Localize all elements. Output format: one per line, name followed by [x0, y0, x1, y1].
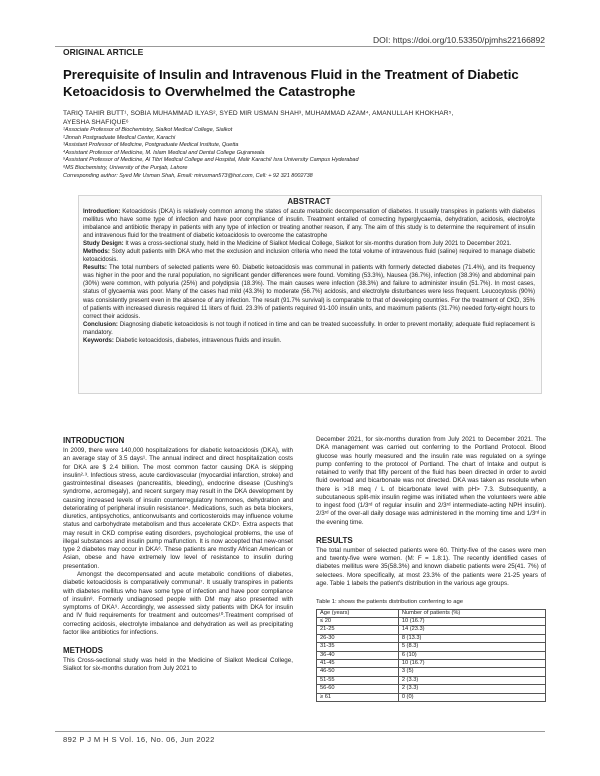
- abstract: [83, 196, 535, 345]
- paragraph: December 2021, for six-months duration from July 2021 to December 2021. The DKA management was carried out conferring to the Portland Protocol. Blood glucose was hourly measured and the insulin rate was regulated on a syringe pump conferring to the protocol of Portland. The chart of Intake and output is retained to verify that fifty percent of the fluid has been directed in order to avoid fluid overload and bicarbonate was not directed. DKA was taken as resolute when there is >18 meq / L of bicarbonate level with pH> 7.3. Subsequently, a subcutaneous split-mix insulin regime was initiated when the volunteers were able to ingest food (1/3ʳᵈ of regular insulin and 2/3ʳᵈ intermediate-acting NPH insulin). 2/3ʳᵈ of the over-all daily dosage was administered in the morning time and 1/3ʳᵈ in the evening time.: [316, 436, 546, 526]
- abstract-conclusion: [83, 321, 535, 337]
- abstract-label: Methods:: [83, 249, 110, 256]
- abstract-text: Ketoacidosis (DKA) is relatively common among the states of acute metabolic decompensation of diabetes. It usually transpires in patients with diabetes mellitus who have some type of infection and have poor compliance of insulin. Treatment entailed of correcting hyperglycaemia, dehydration, acidosis, electrolyte imbalance and antibiotic therapy in patients with any type of infection or treating another reason, if any. The aim of this study is to determine the requirement of insulin and intravenous fluid for the treatment of diabetic ketoacidosis to overcome the catastrophe: [83, 209, 535, 240]
- doi-link[interactable]: DOI: https://doi.org/10.53350/pjmhs22166892: [372, 35, 545, 45]
- abstract-text: Diagnosing diabetic ketoacidosis is not tough if noticed in time and can be treated successfully. In order to prevent mortality; adequate fluid replacement is mandatory.: [83, 321, 535, 336]
- table-row: [317, 626, 546, 634]
- table-row: [317, 668, 546, 676]
- table-row: [317, 693, 546, 701]
- abstract-label: Conclusion:: [83, 321, 118, 328]
- table-cell: 21-25: [317, 626, 399, 634]
- abstract-heading: ABSTRACT: [287, 197, 331, 206]
- table-row: [317, 617, 546, 625]
- abstract-methods: [83, 248, 535, 264]
- table-header: Number of patients (%): [398, 609, 545, 617]
- table-cell: 6 (10): [398, 651, 545, 659]
- table-cell: 10 (16.7): [398, 659, 545, 667]
- footer-rule: [55, 731, 545, 732]
- abstract-keywords: [83, 337, 535, 345]
- section-heading-introduction: INTRODUCTION: [63, 436, 125, 445]
- table-cell: 31-35: [317, 643, 399, 651]
- table-header-row: [317, 609, 546, 617]
- table-cell: 2 (3.3): [398, 685, 545, 693]
- affiliation: ⁶MS Biochemistry, University of the Punjab, Lahore: [63, 164, 188, 171]
- table-cell: 36-40: [317, 651, 399, 659]
- table-cell: 41-45: [317, 659, 399, 667]
- table-row: [317, 685, 546, 693]
- table-row: [317, 676, 546, 684]
- table-cell: 2 (3.3): [398, 676, 545, 684]
- table-cell: 14 (23.3): [398, 626, 545, 634]
- section-heading-results: RESULTS: [316, 535, 353, 545]
- corresponding-author: Corresponding author: Syed Mir Usman Shah, Email: mirusman573@hot.com, Cell: + 92 321 8002738: [63, 172, 313, 179]
- affiliation: ¹Associate Professor of Biochemistry, Sialkot Medical College, Sialkot: [63, 127, 233, 133]
- table-row: [317, 651, 546, 659]
- table-cell: ≤ 20: [317, 617, 399, 625]
- affiliation: ²Jinnah Postgraduate Medical Center, Karachi: [63, 134, 176, 141]
- affiliation: ³Assistant Professor of Medicine, Postgraduate Medical Institute, Quetta: [63, 142, 239, 149]
- author-list: [63, 109, 543, 127]
- article-type: ORIGINAL ARTICLE: [63, 47, 144, 57]
- abstract-text: Diabetic ketoacidosis, diabetes, intravenous fluids and insulin.: [113, 337, 282, 344]
- paragraph: Amongst the decompensated and acute metabolic conditions of diabetes, diabetic ketoacidosis is comparatively communal⁷. It usually transpires in patients with diabetes mellitus who have some type of infection and have poor compliance of insulin⁸. Formerly undiagnosed people with DM may also presented with symptoms of DKA⁹. Accordingly, we assessed sixty patients with DKA for insulin and IV fluid requirements for treatment and outcomes¹⁰.Treatment comprised of correcting acidosis, electrolyte imbalance and dehydration as well as precipitating factor like antibiotics for infections.: [63, 570, 293, 636]
- paragraph: The total number of selected patients were 60. Thirty-five of the cases were men and twenty-five were women. (M: F = 1.8:1). The recently identified cases of diabetes mellitus were 35(58.3%) and known diabetic patients were 25(41. 7%) of selectees. More specifically, at most 23.3% of the patients were 21-25 years of age. Table 1 labels the patient's distribution in the various age groups.: [316, 546, 546, 587]
- table-cell: 0 (0): [398, 693, 545, 701]
- abstract-introduction: [83, 208, 535, 240]
- table-cell: 46-50: [317, 668, 399, 676]
- paper-title: Prerequisite of Insulin and Intravenous Fluid in the Treatment of Diabetic Ketoacidosis to Overwhelmed the Catastrophe: [63, 67, 519, 99]
- age-distribution-table: [316, 609, 546, 702]
- affiliation: ⁴Assistant Professor of Medicine, M. Islam Medical and Dental College Gujranwala: [63, 149, 265, 156]
- abstract-design: [83, 240, 535, 248]
- author-line: AYESHA SHAFIQUE⁶: [63, 119, 129, 126]
- abstract-label: Study Design:: [83, 241, 124, 248]
- right-column: [316, 436, 546, 702]
- abstract-results: [83, 264, 535, 320]
- table-header: Age (years): [317, 609, 399, 617]
- table-row: [317, 659, 546, 667]
- table-cell: 56-60: [317, 685, 399, 693]
- section-heading-methods: METHODS: [63, 646, 103, 656]
- author-line: TARIQ TAHIR BUTT¹, SOBIA MUHAMMAD ILYAS², SYED MIR USMAN SHAH³, MUHAMMAD AZAM⁴, AMANULLAH KHOKHAR⁵,: [63, 110, 454, 117]
- paragraph: In 2009, there were 140,000 hospitalizations for diabetic ketoacidosis (DKA), with an average stay of 3.5 days¹. The annual indirect and direct hospitalization costs for DKA are $ 2.4 billion. The most common factor causing DKA is skipping insulin²·³. Infectious stress, acute cardiovascular (myocardial infarction, stroke) and gastrointestinal diseases (pancreatitis, bleeding), endocrine disease (Cushing's syndrome, acromegaly), and recent surgery may result in the DKA development by causing increased levels of insulin counterregulatory hormones, dehydration and deteriorating of peripheral insulin resistance⁴. Medications, such as beta blockers, diuretics, antipsychotics, anticonvulsants and corticosteroids may influence volume status and carbohydrate metabolism and thus accelerate CKD⁵. Extra aspects that may result in CKD comprise eating disorders, psychological problems, the use of illegal substances and insulin pump malfunction. It is now accepted that new-onset type 2 diabetes may occur in DKA⁶. These patients are mostly African American or Asian, obese and have extremely low level of resistance to insulin during presentation.: [63, 447, 293, 570]
- table-caption: Table 1: shows the patients distribution conferring to age: [316, 599, 464, 606]
- abstract-text: The total numbers of selected patients were 60. Diabetic ketoacidosis was communal in patients with formerly detected diabetes (71.4%), and its frequency was higher in the poor and the rural population, no significant gender differences were found. Vomiting (53.3%), Nausea (36.7%), infection (38.3%) and abdominal pain (30%) were common, with polyuria (25%) and polydipsia (18.3%). The main causes were infection (38.3%) and failure to administer insulin (51.7%). In most cases, status of glycaemia was poor. Many of the cases had mild (43.3%) to moderate (56.7%) acidosis, and electrolyte disturbances were less frequent. Leucocytosis (90%) was consistently present even in the absence of any infection. The result (91.7% survival) is comparable to that of developing countries. For the treatment of CKD, 35% of patients with increased diuresis required 11 liters of fluid. 23.3% of patients required 91-100 insulin units, and maximum patients (31.7%) needed forty-eight hours to correct their acidosis.: [83, 265, 535, 320]
- page-footer: 892 P J M H S Vol. 16, No. 06, Jun 2022: [63, 735, 215, 744]
- table-cell: ≥ 61: [317, 693, 399, 701]
- table-cell: 26-30: [317, 634, 399, 642]
- paragraph: This Cross-sectional study was held in the Medicine of Sialkot Medical College, Sialkot for six-months duration from July 2021 to: [63, 657, 293, 673]
- left-column: [63, 436, 293, 674]
- table-row: [317, 634, 546, 642]
- table-cell: 3 (5): [398, 668, 545, 676]
- table-row: [317, 643, 546, 651]
- abstract-text: It was a cross-sectional study, held in the Medicine of Sialkot Medical College, Sialkot for six-months duration from July 2021 to December 2021.: [123, 241, 512, 248]
- abstract-label: Introduction:: [83, 209, 121, 215]
- abstract-label: Results:: [83, 265, 107, 272]
- affiliation-list: [63, 127, 543, 180]
- affiliation: ⁵Assistant Professor of Medicine, Al Tibri Medical College and Hospital, Malir Karachi/ Isra University Campus Hyderabad: [63, 157, 359, 164]
- table-cell: 10 (16.7): [398, 617, 545, 625]
- table-cell: 51-55: [317, 676, 399, 684]
- abstract-label: Keywords:: [83, 337, 114, 344]
- table-cell: 5 (8.3): [398, 643, 545, 651]
- abstract-text: Sixty adult patients with DKA who met the exclusion and inclusion criteria who need the total volume of intravenous fluid (saline) required to manage diabetic ketoacidosis.: [83, 249, 535, 264]
- table-cell: 8 (13.3): [398, 634, 545, 642]
